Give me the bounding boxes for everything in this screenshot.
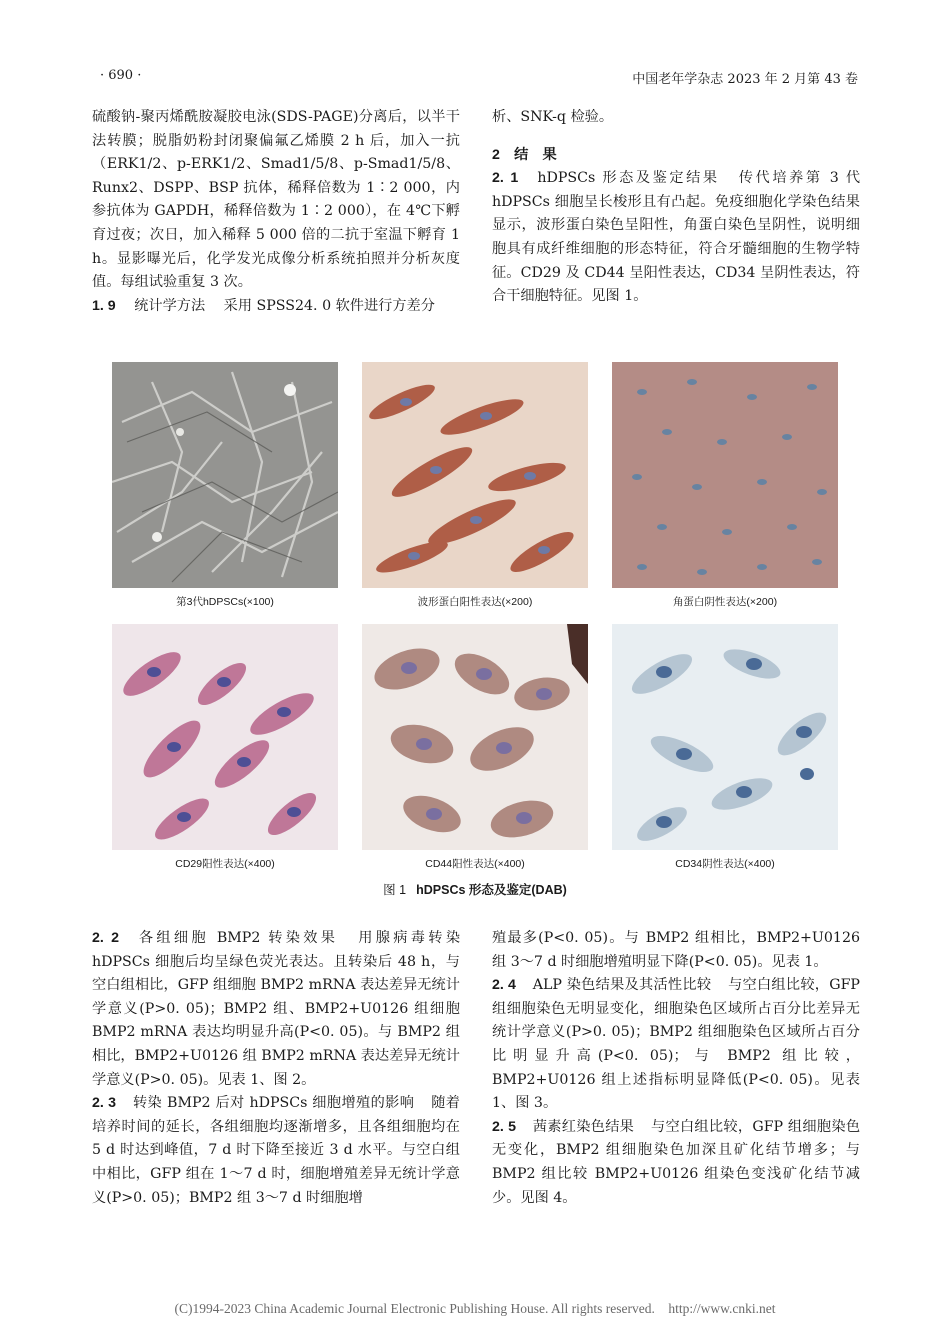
column-left-bottom: [92, 927, 460, 1210]
continued-text: 殖最多(P<0. 05)。与 BMP2 组相比，BMP2+U0126 组 3～7 d 时细胞增殖明显下降(P<0. 05)。见表 1。: [492, 930, 860, 970]
panel-caption: CD29阳性表达(×400): [175, 858, 275, 870]
section-text: 与空白组比较，GFP 组细胞染色无明显变化，细胞染色区域所占百分比差异无统计学意义(P>0. 05)；BMP2 组细胞染色区域所占百分比明显升高(P<0. 05)；与 BMP2 组比较，BMP2+U0126 组上述指标明显降低(P<0. 05)。见表 1、图 3。: [492, 977, 860, 1112]
micrograph-phase-contrast: [112, 362, 338, 588]
section-2-5: [492, 1116, 860, 1210]
copyright-footer: (C)1994-2023 China Academic Journal Electronic Publishing House. All rights reserved. http://www.cnki.net: [174, 1301, 776, 1316]
section-text: 采用 SPSS24. 0 软件进行方差分: [223, 297, 435, 314]
section-text: 与空白组比较，GFP 组细胞染色无变化，BMP2 组细胞染色加深且矿化结节增多；与 BMP2 组比较 BMP2+U0126 组染色变浅矿化结节减少。见图 4。: [492, 1118, 861, 1206]
section-title: 转染 BMP2 后对 hDPSCs 细胞增殖的影响: [132, 1095, 415, 1112]
section-1-9: [92, 295, 460, 319]
section-text: 随着培养时间的延长，各组细胞均逐渐增多，且各组细胞均在 5 d 时达到峰值，7 d 时下降至接近 3 d 水平。与空白组中相比，GFP 组在 1～7 d 时，细胞增殖差异无统计学意义(P>0. 05)；BMP2 组 3～7 d 时细胞增: [92, 1095, 460, 1206]
micrograph-keratin: [612, 362, 838, 588]
figure-number: 图 1: [383, 883, 407, 897]
panel-caption: 波形蛋白阳性表达(×200): [417, 596, 533, 608]
section-title: 茜素红染色结果: [532, 1118, 635, 1135]
paragraph-western-blot: 硫酸钠-聚丙烯酰胺凝胶电泳(SDS-PAGE)分离后，以半干法转膜；脱脂奶粉封闭聚偏氟乙烯膜 2 h 后，加入一抗（ERK1/2、p-ERK1/2、Smad1/5/8、p-Smad1/5/8、Runx2、DSPP、BSP 抗体，稀释倍数为 1∶2 000，内参抗体为 GAPDH，稀释倍数为 1∶2 000），在 4℃下孵育过夜；次日，加入稀释 5 000 倍的二抗于室温下孵育 1 h。显影曝光后，化学发光成像分析系统拍照并分析灰度值。每组试验重复 3 次。: [92, 109, 460, 291]
micrograph-cd29: [112, 624, 338, 850]
micrograph-cd44: [362, 624, 588, 850]
panel-cd34: [612, 624, 838, 871]
section-2-3: [92, 1092, 460, 1210]
micrograph-vimentin: [362, 362, 588, 588]
section-text: 用腺病毒转染 hDPSCs 细胞后均呈绿色荧光表达。且转染后 48 h，与空白组相比，GFP 组细胞 BMP2 mRNA 表达差异无统计学意义(P>0. 05)；BMP2 组、BMP2+U0126 组细胞 BMP2 mRNA 表达均明显升高(P<0. 05)。与 BMP2 组相比，BMP2+U0126 组 BMP2 mRNA 表达差异无统计学意义(P>0. 05)。见表 1、图 2。: [92, 930, 461, 1088]
section-number: 2. 4: [492, 977, 516, 994]
micrograph-cd34: [612, 624, 838, 850]
journal-header: 中国老年学杂志 2023 年 2 月第 43 卷: [632, 72, 858, 87]
panel-caption: 第3代hDPSCs(×100): [176, 596, 274, 608]
panel-caption: 角蛋白阴性表达(×200): [672, 596, 778, 608]
section-text: 传代培养第 3 代 hDPSCs 细胞呈长梭形且有凸起。免疫细胞化学染色结果显示，波形蛋白染色呈阳性，角蛋白染色呈阴性，说明细胞具有成纤维细胞的形态特征，符合牙髓细胞的生物学特征。CD29 及 CD44 呈阳性表达，CD34 呈阴性表达，符合干细胞特征。见图 1。: [492, 170, 861, 305]
section-2-1: [492, 167, 860, 309]
panel-caption: CD44阳性表达(×400): [425, 858, 525, 870]
section-title: hDPSCs 形态及鉴定结果: [537, 170, 720, 187]
column-left-top: [92, 106, 460, 318]
continued-text: 析、SNK-q 检验。: [492, 109, 614, 125]
page-number: · 690 ·: [100, 68, 142, 83]
section-title: 统计学方法: [134, 297, 206, 314]
figure-title-text: hDPSCs 形态及鉴定(DAB): [416, 883, 567, 897]
section-number: 2. 2: [92, 930, 120, 946]
results-heading: 2 结 果: [492, 146, 557, 163]
section-number: 1. 9: [92, 297, 116, 314]
panel-phase-contrast: [112, 362, 338, 609]
column-right-top: [492, 106, 860, 309]
section-title: ALP 染色结果及其活性比较: [532, 977, 712, 994]
panel-cd44: [362, 624, 588, 871]
section-number: 2. 1: [492, 170, 519, 187]
section-number: 2. 3: [92, 1095, 117, 1112]
panel-cd29: [112, 624, 338, 871]
panel-vimentin: [362, 362, 588, 609]
figure-1: [112, 362, 838, 902]
figure-title: [112, 880, 838, 898]
section-number: 2. 5: [492, 1118, 516, 1135]
section-title: 各组细胞 BMP2 转染效果: [138, 930, 339, 946]
panel-keratin: [612, 362, 838, 609]
panel-caption: CD34阴性表达(×400): [675, 858, 775, 870]
section-2-4: [492, 974, 860, 1116]
column-right-bottom: [492, 927, 860, 1210]
section-2-2: [92, 927, 460, 1092]
